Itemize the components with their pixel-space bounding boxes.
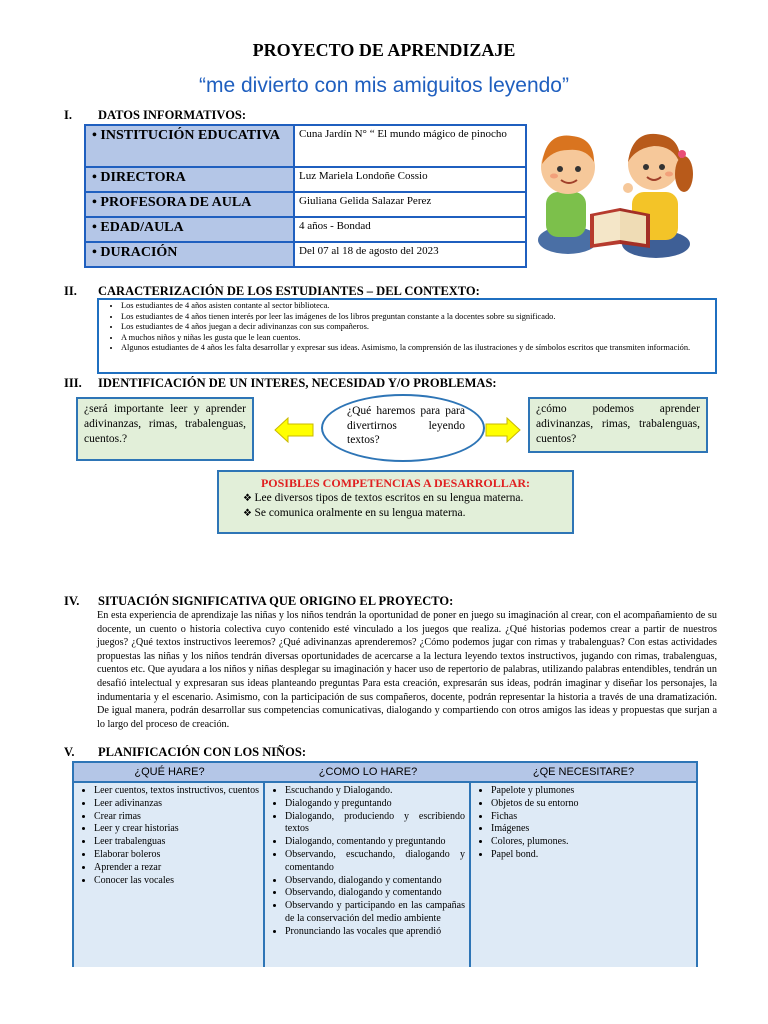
list-item: • Los estudiantes de 4 años asisten contante al sector biblioteca. [121,301,711,312]
info-key: • DIRECTORA [85,167,294,192]
center-question-oval: ¿Qué haremos para para divertirnos leyendo textos? [321,394,485,462]
section-2-heading [64,284,480,299]
planning-body [74,783,696,967]
info-key: • EDAD/AULA [85,217,294,242]
info-row [85,167,526,192]
section-4-heading [64,594,453,609]
info-value: Cuna Jardín N° “ El mundo mágico de pinocho [294,125,526,167]
list-item: • Elaborar boleros [94,849,259,862]
list-item: • Dialogando, produciendo y escribiendo textos [285,811,465,837]
list-item: • Leer trabalenguas [94,836,259,849]
list-item: • Dialogando y preguntando [285,798,465,811]
info-row [85,125,526,167]
info-key: • PROFESORA DE AULA [85,192,294,217]
section-number: IV. [64,594,80,608]
info-value: Del 07 al 18 de agosto del 2023 [294,242,526,267]
section-number: III. [64,376,82,390]
what-column [74,783,265,967]
list-item: • Observando y participando en las campañas de la conservación del medio ambiente [285,900,465,926]
list-item: • Imágenes [491,823,692,836]
how-column [265,783,471,967]
list-item: • Los estudiantes de 4 años juegan a decir adivinanzas con sus compañeros. [121,322,711,333]
significant-situation-text: En esta experiencia de aprendizaje las niñas y los niños tendrán la oportunidad de poner en juego su imaginación al crear, con el acompañamiento de su docente, un cuento o historia colectiva cuyo contenido esté vinculado a los juegos que realiza. ¿Qué historias podemos crear a partir de nuestros juegos? ¿Qué textos instructivos leeremos? ¿Qué adivinanzas aprenderemos? ¿Cómo podemos jugar con rimas y trabalenguas? Con estas actividades propuestas las niñas y los niños tendrán diversas oportunidades de acercarse a la lectura leyendo textos instructivos, jugando con rimas, trabalenguas, cuentos etc. Que ayudara a los niños y niñas desplegar su imaginación y hacer uso de repertorio de palabras, utilizando palabras entendibles, tendrán un desafió intelectual y expresaran sus ideas planteando preguntas Para esta creación, expresarán sus ideas, podrán imaginar y diseñar los personajes, la indumentaria y el escenario. Asimismo, con la participación de sus compañeros, docente, podrán representar la historia a través de una dramatización. De igual manera, podrán desarrollar sus competencias comunicativas, dialogando y compartiendo con otros amigos las ideas y propuestas que surjan a lo largo del proceso de creación. [97,610,717,730]
project-subtitle: “me divierto con mis amiguitos leyendo” [199,74,569,97]
children-reading-illustration [528,122,708,262]
section-3-heading [64,376,497,391]
list-item: • Aprender a rezar [94,862,259,875]
right-question-box: ¿cómo podemos aprender adivinanzas, rimas, trabalenguas, cuentos? [528,397,708,453]
competencies-box [217,470,574,534]
info-value: Luz Mariela Londoñe Cossio [294,167,526,192]
list-item: • Leer cuentos, textos instructivos, cuentos [94,785,259,798]
list-item: • A muchos niños y niñas les gusta que le lean cuentos. [121,333,711,344]
page-title: PROYECTO DE APRENDIZAJE [252,40,516,60]
list-item: • Observando, dialogando y comentando [285,875,465,888]
column-header: ¿QUÉ HARE? [134,766,205,778]
list-item: • Crear rimas [94,811,259,824]
section-1-heading [64,108,246,123]
arrow-left-icon [274,417,314,443]
left-question-box: ¿será importante leer y aprender adivinanzas, rimas, trabalenguas, cuentos.? [76,397,254,461]
list-item: • Papelote y plumones [491,785,692,798]
planning-header-row [74,763,696,783]
info-row [85,192,526,217]
info-row [85,217,526,242]
competency-item: ❖ Se comunica oralmente en su lengua materna. [243,506,572,521]
section-title: PLANIFICACIÓN CON LOS NIÑOS: [98,745,307,759]
list-item: • Observando, escuchando, dialogando y comentando [285,849,465,875]
info-key: • DURACIÓN [85,242,294,267]
list-item: • Dialogando, comentando y preguntando [285,836,465,849]
list-item: • Objetos de su entorno [491,798,692,811]
section-title: CARACTERIZACIÓN DE LOS ESTUDIANTES – DEL CONTEXTO: [98,284,480,298]
info-key: • INSTITUCIÓN EDUCATIVA [85,125,294,167]
list-item: • Fichas [491,811,692,824]
section-number: I. [64,108,72,122]
section-5-heading [64,745,306,760]
info-row [85,242,526,267]
section-number: V. [64,745,75,759]
list-item: • Escuchando y Dialogando. [285,785,465,798]
info-value: 4 años - Bondad [294,217,526,242]
info-value: Giuliana Gelida Salazar Perez [294,192,526,217]
list-item: • Papel bond. [491,849,692,862]
section-title: SITUACIÓN SIGNIFICATIVA QUE ORIGINO EL PROYECTO: [98,594,454,608]
arrow-right-icon [485,417,521,443]
list-item: • Leer y crear historias [94,823,259,836]
list-item: • Conocer las vocales [94,875,259,888]
characterization-box [97,298,717,374]
list-item: • Los estudiantes de 4 años tienen interés por leer las imágenes de los libros preguntan constante a la docentes sobre su significado. [121,312,711,323]
planning-table [72,761,698,967]
needs-column [471,783,696,967]
list-item: • Observando, dialogando y comentando [285,887,465,900]
column-header: ¿QE NECESITARE? [532,766,635,778]
section-number: II. [64,284,77,298]
section-title: IDENTIFICACIÓN DE UN INTERES, NECESIDAD Y/O PROBLEMAS: [98,376,497,390]
competency-item: ❖ Lee diversos tipos de textos escritos en su lengua materna. [243,491,572,506]
list-item: • Colores, plumones. [491,836,692,849]
competencies-title: POSIBLES COMPETENCIAS A DESARROLLAR: [260,476,531,490]
column-header: ¿COMO LO HARE? [318,766,418,778]
section-title: DATOS INFORMATIVOS: [98,108,247,122]
list-item: • Pronunciando las vocales que aprendió [285,926,465,939]
list-item: • Leer adivinanzas [94,798,259,811]
list-item: • Algunos estudiantes de 4 años les falta desarrollar y expresar sus ideas. Asimismo, la comprensión de las ilustraciones y de símbolos escritos que transmiten información. [121,343,711,354]
info-table [84,124,527,268]
